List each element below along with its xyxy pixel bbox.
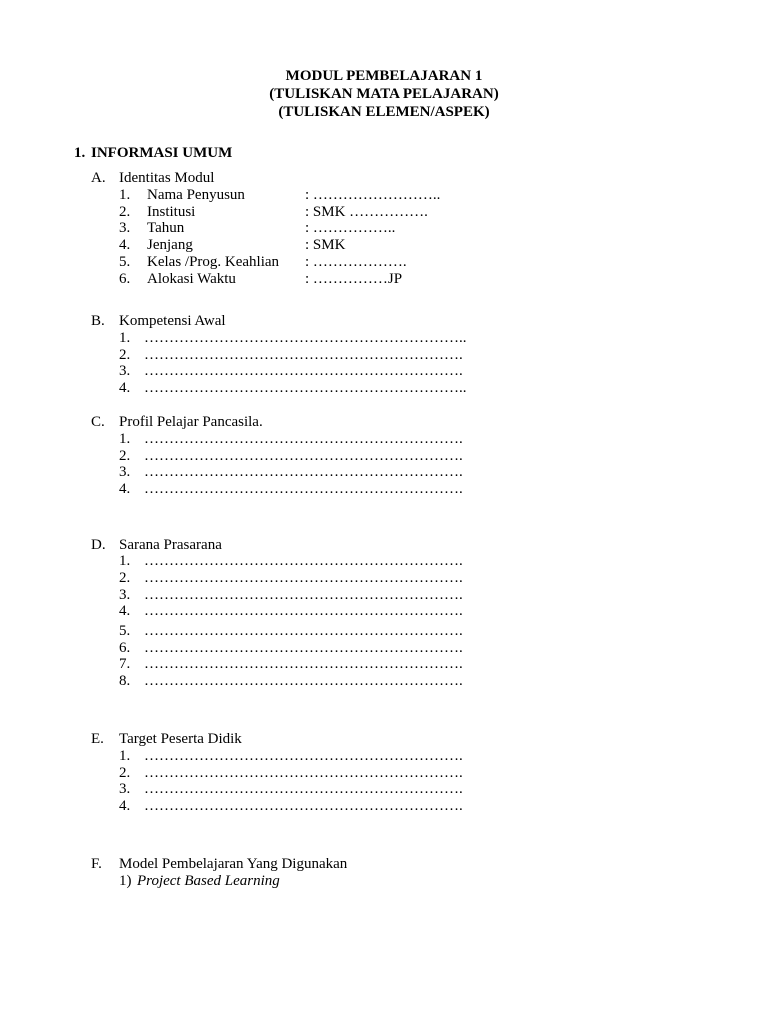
list-num: 1.	[119, 553, 131, 569]
section-b-letter: B.	[91, 313, 105, 329]
list-num: 3.	[119, 587, 131, 603]
blank-line: ……………………………………………………….	[144, 464, 463, 480]
section-c-letter: C.	[91, 414, 105, 430]
blank-line: ……………………………………………………….	[144, 448, 463, 464]
list-num: 2.	[119, 347, 131, 363]
identity-label: Nama Penyusun	[147, 187, 245, 203]
blank-line: ……………………………………………………….	[144, 587, 463, 603]
blank-line: ……………………………………………………….	[144, 656, 463, 672]
learning-model: Project Based Learning	[137, 873, 280, 889]
section-d-letter: D.	[91, 537, 106, 553]
list-num: 2.	[119, 765, 131, 781]
blank-line: ……………………………………………………….	[144, 765, 463, 781]
section-e-letter: E.	[91, 731, 104, 747]
list-num: 7.	[119, 656, 131, 672]
identity-value: : ……………JP	[305, 271, 403, 287]
section-d-title: Sarana Prasarana	[119, 537, 222, 553]
section-title: INFORMASI UMUM	[91, 145, 233, 161]
list-num: 1.	[119, 431, 131, 447]
section-c-title: Profil Pelajar Pancasila.	[119, 414, 263, 430]
blank-line: ……………………………………………………….	[144, 781, 463, 797]
identity-value: : ……………..	[305, 220, 396, 236]
list-num: 2.	[119, 448, 131, 464]
element-title: (TULISKAN ELEMEN/ASPEK)	[278, 104, 490, 120]
identity-value: : SMK …………….	[305, 204, 428, 220]
list-num: 4.	[119, 798, 131, 814]
blank-line: ………………………………………………………..	[144, 380, 467, 396]
identity-label: Alokasi Waktu	[147, 271, 236, 287]
blank-line: ……………………………………………………….	[144, 748, 463, 764]
list-num: 5.	[119, 623, 131, 639]
section-e-title: Target Peserta Didik	[119, 731, 242, 747]
identity-label: Tahun	[147, 220, 185, 236]
identity-num: 6.	[119, 271, 131, 287]
identity-num: 4.	[119, 237, 131, 253]
blank-line: ……………………………………………………….	[144, 640, 463, 656]
identity-label: Jenjang	[147, 237, 193, 253]
blank-line: ………………………………………………………..	[144, 330, 467, 346]
list-num: 1.	[119, 748, 131, 764]
blank-line: ……………………………………………………….	[144, 603, 463, 619]
section-f-letter: F.	[91, 856, 102, 872]
list-num: 1)	[119, 873, 132, 889]
list-num: 2.	[119, 570, 131, 586]
list-num: 4.	[119, 380, 131, 396]
identity-num: 2.	[119, 204, 131, 220]
identity-value: : ……………………..	[305, 187, 441, 203]
section-a-letter: A.	[91, 170, 106, 186]
list-num: 4.	[119, 481, 131, 497]
list-num: 8.	[119, 673, 131, 689]
list-num: 1.	[119, 330, 131, 346]
blank-line: ……………………………………………………….	[144, 673, 463, 689]
blank-line: ……………………………………………………….	[144, 481, 463, 497]
subject-title: (TULISKAN MATA PELAJARAN)	[269, 86, 499, 102]
identity-value: : SMK	[305, 237, 346, 253]
identity-label: Institusi	[147, 204, 196, 220]
identity-num: 1.	[119, 187, 131, 203]
blank-line: ……………………………………………………….	[144, 431, 463, 447]
identity-value: : ……………….	[305, 254, 407, 270]
blank-line: ……………………………………………………….	[144, 363, 463, 379]
blank-line: ……………………………………………………….	[144, 623, 463, 639]
list-num: 3.	[119, 781, 131, 797]
blank-line: ……………………………………………………….	[144, 553, 463, 569]
blank-line: ……………………………………………………….	[144, 570, 463, 586]
blank-line: ……………………………………………………….	[144, 798, 463, 814]
section-a-title: Identitas Modul	[119, 170, 215, 186]
identity-label: Kelas /Prog. Keahlian	[147, 254, 280, 270]
list-num: 4.	[119, 603, 131, 619]
identity-num: 3.	[119, 220, 131, 236]
identity-num: 5.	[119, 254, 131, 270]
section-f-title: Model Pembelajaran Yang Digunakan	[119, 856, 348, 872]
list-num: 6.	[119, 640, 131, 656]
list-num: 3.	[119, 464, 131, 480]
module-title: MODUL PEMBELAJARAN 1	[285, 68, 483, 84]
blank-line: ……………………………………………………….	[144, 347, 463, 363]
list-num: 3.	[119, 363, 131, 379]
section-b-title: Kompetensi Awal	[119, 313, 226, 329]
section-number: 1.	[74, 145, 86, 161]
